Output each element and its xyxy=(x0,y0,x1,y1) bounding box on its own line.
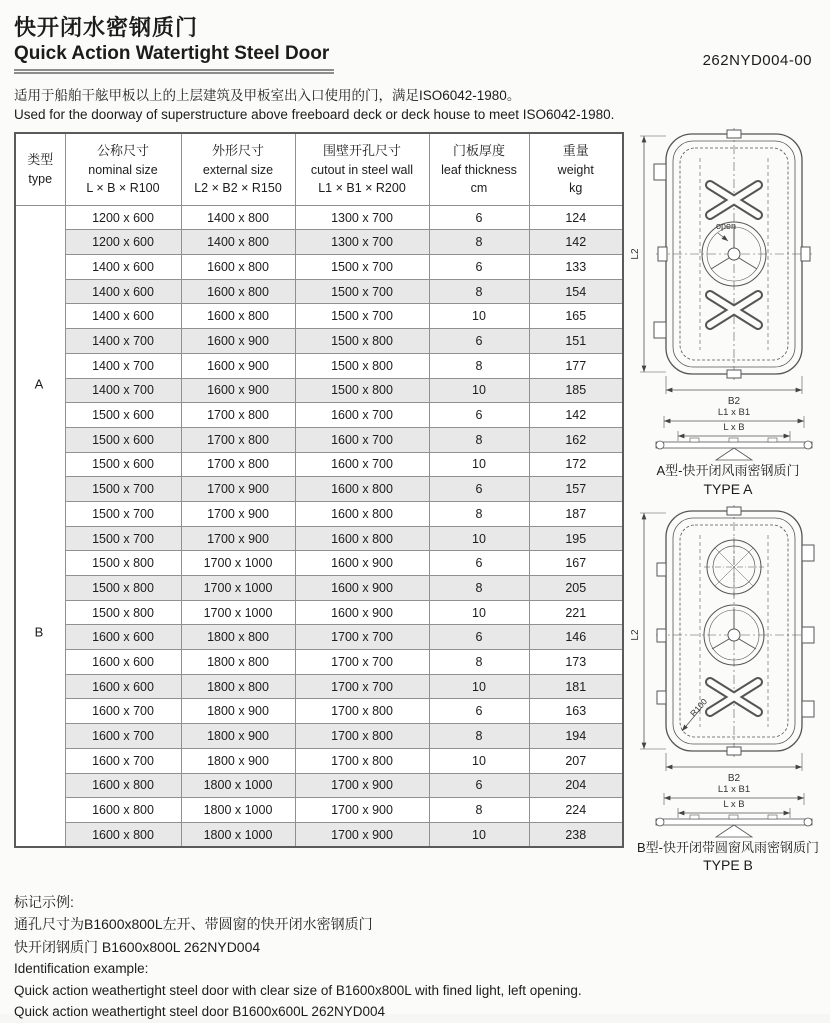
dim-label-lb-a: L x B xyxy=(723,422,745,434)
cell-weight: 173 xyxy=(529,650,623,675)
cell-cutout: 1600 x 800 xyxy=(295,477,429,502)
table-row xyxy=(15,526,623,551)
column-header: 类型 type xyxy=(15,133,65,205)
cell-thickness: 10 xyxy=(429,526,529,551)
dim-label-l2-a: L2 xyxy=(630,248,641,260)
cell-nominal: 1600 x 700 xyxy=(65,724,181,749)
cell-cutout: 1600 x 700 xyxy=(295,427,429,452)
cell-weight: 187 xyxy=(529,501,623,526)
cell-weight: 177 xyxy=(529,353,623,378)
cell-cutout: 1500 x 800 xyxy=(295,378,429,403)
table-row xyxy=(15,230,623,255)
header-row xyxy=(15,133,623,205)
cell-thickness: 8 xyxy=(429,279,529,304)
cell-external: 1700 x 800 xyxy=(181,427,295,452)
table-row xyxy=(15,699,623,724)
cell-weight: 185 xyxy=(529,378,623,403)
cell-external: 1700 x 800 xyxy=(181,452,295,477)
cell-nominal: 1600 x 600 xyxy=(65,674,181,699)
cell-external: 1600 x 900 xyxy=(181,353,295,378)
cell-external: 1800 x 800 xyxy=(181,650,295,675)
cell-external: 1800 x 900 xyxy=(181,699,295,724)
cell-nominal: 1600 x 800 xyxy=(65,798,181,823)
cell-external: 1700 x 1000 xyxy=(181,600,295,625)
table-row xyxy=(15,576,623,601)
ident-title-en: Identification example: xyxy=(14,961,149,977)
cell-nominal: 1600 x 800 xyxy=(65,773,181,798)
type-column-cell xyxy=(15,205,65,847)
cell-weight: 157 xyxy=(529,477,623,502)
table-row xyxy=(15,724,623,749)
radius-label: R100 xyxy=(688,696,710,718)
document-code: 262NYD004-00 xyxy=(702,52,812,69)
cell-nominal: 1500 x 800 xyxy=(65,600,181,625)
intro-en: Used for the doorway of superstructure above freeboard deck or deck house to meet ISO6042-1980. xyxy=(14,107,615,123)
table-row xyxy=(15,773,623,798)
cell-cutout: 1700 x 900 xyxy=(295,798,429,823)
cell-weight: 194 xyxy=(529,724,623,749)
ident-line2-en: Quick action weathertight steel door B1600x600L 262NYD004 xyxy=(14,1004,385,1020)
cell-thickness: 6 xyxy=(429,773,529,798)
table-row xyxy=(15,501,623,526)
cell-nominal: 1600 x 600 xyxy=(65,650,181,675)
size-table-wrap xyxy=(14,132,622,848)
cell-external: 1700 x 800 xyxy=(181,403,295,428)
title-underline xyxy=(14,69,334,74)
cell-thickness: 8 xyxy=(429,724,529,749)
cell-external: 1600 x 800 xyxy=(181,304,295,329)
table-row xyxy=(15,304,623,329)
cell-cutout: 1700 x 800 xyxy=(295,724,429,749)
cell-weight: 195 xyxy=(529,526,623,551)
cell-nominal: 1400 x 700 xyxy=(65,329,181,354)
cell-weight: 151 xyxy=(529,329,623,354)
cell-weight: 162 xyxy=(529,427,623,452)
cell-nominal: 1500 x 700 xyxy=(65,501,181,526)
type-a-drawing xyxy=(628,128,828,464)
cell-weight: 238 xyxy=(529,822,623,847)
main-content xyxy=(14,132,819,881)
cell-thickness: 6 xyxy=(429,551,529,576)
cell-cutout: 1600 x 700 xyxy=(295,403,429,428)
cell-external: 1400 x 800 xyxy=(181,230,295,255)
table-row xyxy=(15,822,623,847)
cell-thickness: 10 xyxy=(429,600,529,625)
cell-cutout: 1700 x 700 xyxy=(295,674,429,699)
cell-thickness: 10 xyxy=(429,674,529,699)
cell-cutout: 1700 x 900 xyxy=(295,822,429,847)
type-group-label-b: B xyxy=(34,624,44,640)
cell-cutout: 1700 x 800 xyxy=(295,699,429,724)
cell-nominal: 1400 x 600 xyxy=(65,255,181,280)
cell-external: 1800 x 1000 xyxy=(181,822,295,847)
cell-weight: 142 xyxy=(529,230,623,255)
cell-thickness: 6 xyxy=(429,625,529,650)
cell-cutout: 1700 x 700 xyxy=(295,650,429,675)
cell-external: 1700 x 1000 xyxy=(181,551,295,576)
cell-nominal: 1600 x 700 xyxy=(65,748,181,773)
table-head xyxy=(15,133,623,205)
cell-external: 1700 x 900 xyxy=(181,477,295,502)
cell-external: 1700 x 1000 xyxy=(181,576,295,601)
cell-cutout: 1500 x 700 xyxy=(295,279,429,304)
cell-cutout: 1600 x 700 xyxy=(295,452,429,477)
cell-weight: 181 xyxy=(529,674,623,699)
cell-weight: 163 xyxy=(529,699,623,724)
cell-thickness: 8 xyxy=(429,576,529,601)
cell-weight: 154 xyxy=(529,279,623,304)
open-label: open xyxy=(716,221,737,232)
cell-external: 1600 x 800 xyxy=(181,255,295,280)
table-row xyxy=(15,650,623,675)
cell-weight: 146 xyxy=(529,625,623,650)
cell-thickness: 6 xyxy=(429,329,529,354)
dim-label-l2-b: L2 xyxy=(630,629,641,641)
cell-weight: 204 xyxy=(529,773,623,798)
table-body xyxy=(15,205,623,847)
type-a-caption xyxy=(656,462,799,498)
figures-column xyxy=(622,128,828,881)
ident-title-zh: 标记示例: xyxy=(14,894,74,911)
cell-weight: 167 xyxy=(529,551,623,576)
table-row xyxy=(15,798,623,823)
page-title-zh: 快开闭水密钢质门 xyxy=(14,15,199,40)
identification-block xyxy=(14,891,815,1023)
column-header: 重量 weight kg xyxy=(529,133,623,205)
cell-cutout: 1600 x 900 xyxy=(295,551,429,576)
type-a-caption-en: TYPE A xyxy=(703,480,753,497)
cell-nominal: 1600 x 600 xyxy=(65,625,181,650)
figure-type-b xyxy=(628,505,828,881)
cell-nominal: 1600 x 800 xyxy=(65,822,181,847)
cell-thickness: 10 xyxy=(429,748,529,773)
ident-line1-zh: 通孔尺寸为B1600x800L左开、带圆窗的快开闭水密钢质门 xyxy=(14,916,373,933)
type-group-label-a: A xyxy=(34,376,44,392)
cell-cutout: 1700 x 800 xyxy=(295,748,429,773)
type-b-caption-zh: B型-快开闭带圆窗风雨密钢质门 xyxy=(636,839,819,855)
ident-line2-zh: 快开闭钢质门 B1600x800L 262NYD004 xyxy=(14,938,261,955)
cell-cutout: 1300 x 700 xyxy=(295,230,429,255)
cell-cutout: 1700 x 700 xyxy=(295,625,429,650)
cell-weight: 124 xyxy=(529,205,623,230)
cell-weight: 165 xyxy=(529,304,623,329)
type-b-caption xyxy=(637,839,819,875)
cell-cutout: 1500 x 800 xyxy=(295,353,429,378)
cell-thickness: 6 xyxy=(429,403,529,428)
cell-thickness: 8 xyxy=(429,798,529,823)
dim-label-l1b1-b: L1 x B1 xyxy=(717,783,751,795)
cell-nominal: 1500 x 800 xyxy=(65,576,181,601)
cell-external: 1700 x 900 xyxy=(181,526,295,551)
table-row xyxy=(15,600,623,625)
table-row xyxy=(15,353,623,378)
cell-external: 1600 x 900 xyxy=(181,329,295,354)
cell-nominal: 1400 x 700 xyxy=(65,378,181,403)
dim-label-lb-b: L x B xyxy=(723,798,745,810)
cell-external: 1700 x 900 xyxy=(181,501,295,526)
table-row xyxy=(15,378,623,403)
cell-weight: 207 xyxy=(529,748,623,773)
cell-thickness: 8 xyxy=(429,230,529,255)
cell-nominal: 1500 x 700 xyxy=(65,526,181,551)
table-row xyxy=(15,452,623,477)
cell-thickness: 10 xyxy=(429,452,529,477)
cell-cutout: 1600 x 900 xyxy=(295,600,429,625)
figure-type-a xyxy=(628,128,828,504)
column-header: 围壁开孔尺寸 cutout in steel wall L1 × B1 × R200 xyxy=(295,133,429,205)
cell-external: 1800 x 1000 xyxy=(181,773,295,798)
type-b-drawing xyxy=(628,505,828,841)
cell-nominal: 1600 x 700 xyxy=(65,699,181,724)
table-row xyxy=(15,551,623,576)
cell-thickness: 6 xyxy=(429,477,529,502)
cell-cutout: 1600 x 800 xyxy=(295,501,429,526)
cell-nominal: 1500 x 600 xyxy=(65,427,181,452)
cell-cutout: 1600 x 800 xyxy=(295,526,429,551)
type-b-caption-en: TYPE B xyxy=(703,857,753,874)
cell-external: 1800 x 800 xyxy=(181,625,295,650)
cell-nominal: 1200 x 600 xyxy=(65,205,181,230)
cell-weight: 205 xyxy=(529,576,623,601)
page-title-en: Quick Action Watertight Steel Door xyxy=(14,42,330,64)
cell-nominal: 1500 x 800 xyxy=(65,551,181,576)
table-row xyxy=(15,477,623,502)
type-a-caption-zh: A型-快开闭风雨密钢质门 xyxy=(656,463,800,479)
cell-external: 1600 x 900 xyxy=(181,378,295,403)
cell-thickness: 6 xyxy=(429,255,529,280)
table-row xyxy=(15,748,623,773)
cell-cutout: 1500 x 800 xyxy=(295,329,429,354)
table-row xyxy=(15,279,623,304)
cell-weight: 224 xyxy=(529,798,623,823)
cell-nominal: 1400 x 600 xyxy=(65,279,181,304)
size-table xyxy=(14,132,624,848)
intro-zh: 适用于船舶干舷甲板以上的上层建筑及甲板室出入口使用的门，满足ISO6042-1980。 xyxy=(14,88,521,104)
table-row xyxy=(15,255,623,280)
ident-line1-en: Quick action weathertight steel door with clear size of B1600x800L with fined light, left opening. xyxy=(14,982,582,998)
table-row xyxy=(15,205,623,230)
cell-weight: 142 xyxy=(529,403,623,428)
cell-external: 1800 x 800 xyxy=(181,674,295,699)
cell-cutout: 1500 x 700 xyxy=(295,255,429,280)
table-row xyxy=(15,403,623,428)
cell-thickness: 8 xyxy=(429,353,529,378)
cell-cutout: 1700 x 900 xyxy=(295,773,429,798)
cell-thickness: 10 xyxy=(429,378,529,403)
cell-nominal: 1500 x 600 xyxy=(65,403,181,428)
cell-cutout: 1500 x 700 xyxy=(295,304,429,329)
column-header: 公称尺寸 nominal size L × B × R100 xyxy=(65,133,181,205)
cell-external: 1800 x 900 xyxy=(181,748,295,773)
cell-thickness: 10 xyxy=(429,822,529,847)
cell-weight: 172 xyxy=(529,452,623,477)
column-header: 外形尺寸 external size L2 × B2 × R150 xyxy=(181,133,295,205)
cell-thickness: 10 xyxy=(429,304,529,329)
cell-thickness: 8 xyxy=(429,501,529,526)
table-row xyxy=(15,674,623,699)
cell-weight: 221 xyxy=(529,600,623,625)
table-row xyxy=(15,625,623,650)
cell-external: 1800 x 900 xyxy=(181,724,295,749)
dim-label-b2-a: B2 xyxy=(727,396,741,408)
dim-label-b2-b: B2 xyxy=(727,772,741,784)
column-header: 门板厚度 leaf thickness cm xyxy=(429,133,529,205)
cell-nominal: 1200 x 600 xyxy=(65,230,181,255)
cell-nominal: 1500 x 600 xyxy=(65,452,181,477)
cell-thickness: 8 xyxy=(429,427,529,452)
cell-nominal: 1400 x 600 xyxy=(65,304,181,329)
cell-external: 1800 x 1000 xyxy=(181,798,295,823)
dim-label-l1b1-a: L1 x B1 xyxy=(717,407,751,419)
cell-external: 1600 x 800 xyxy=(181,279,295,304)
cell-nominal: 1400 x 700 xyxy=(65,353,181,378)
table-row xyxy=(15,427,623,452)
cell-thickness: 6 xyxy=(429,205,529,230)
cell-thickness: 8 xyxy=(429,650,529,675)
cell-nominal: 1500 x 700 xyxy=(65,477,181,502)
cell-cutout: 1600 x 900 xyxy=(295,576,429,601)
table-row xyxy=(15,329,623,354)
cell-external: 1400 x 800 xyxy=(181,205,295,230)
cell-thickness: 6 xyxy=(429,699,529,724)
cell-weight: 133 xyxy=(529,255,623,280)
cell-cutout: 1300 x 700 xyxy=(295,205,429,230)
